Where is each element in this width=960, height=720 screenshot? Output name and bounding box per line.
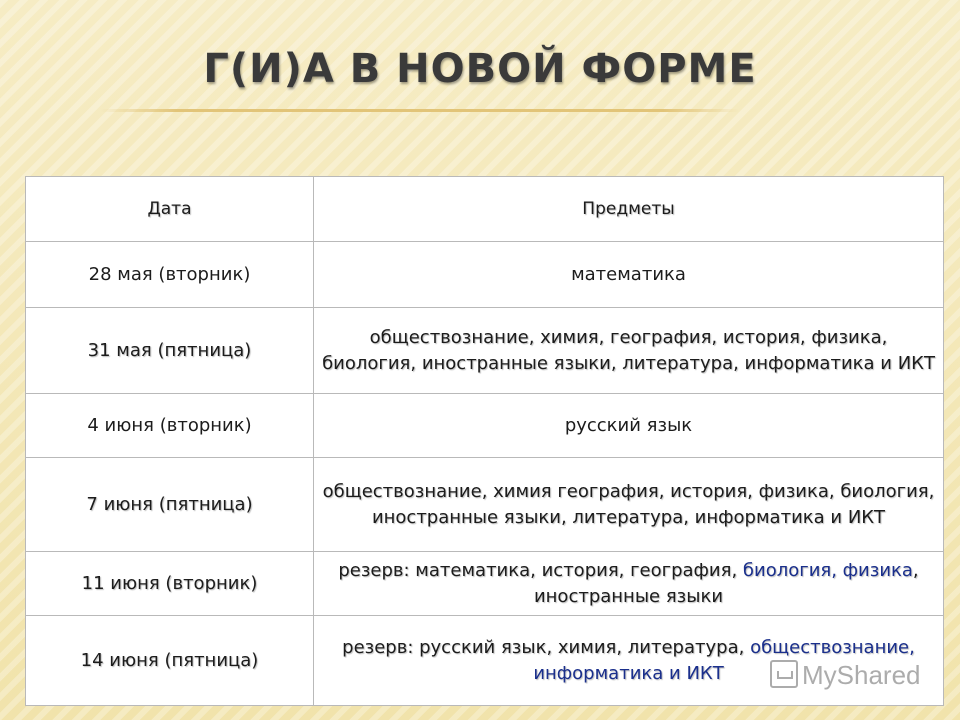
watermark: [770, 660, 921, 691]
subjects-text-highlight: биология, физика: [742, 559, 913, 581]
subjects-cell: русский язык: [314, 394, 944, 458]
table-row: [26, 242, 944, 308]
table-row: [26, 308, 944, 394]
watermark-text: MyShared: [802, 660, 921, 690]
date-cell: 28 мая (вторник): [26, 242, 314, 308]
subjects-cell: математика: [314, 242, 944, 308]
header-cell: [314, 177, 944, 242]
header-subjects-label: Предметы: [582, 199, 675, 219]
table-header-row: [26, 177, 944, 242]
table-row: [26, 458, 944, 552]
date-cell: 14 июня (пятница): [26, 616, 314, 706]
subjects-text-highlight: обществознание, информатика и ИКТ: [533, 636, 915, 684]
table-row: [26, 394, 944, 458]
date-cell: 11 июня (вторник): [26, 552, 314, 616]
header-cell: [26, 177, 314, 242]
subjects-cell: обществознание, химия география, история, физика, биология, иностранные языки, литература, информатика и ИКТ: [314, 458, 944, 552]
exam-schedule-table: [25, 176, 944, 706]
header-date-label: Дата: [147, 199, 192, 219]
subjects-text: резерв: русский язык, химия, литература,: [342, 636, 751, 658]
date-cell: 31 мая (пятница): [26, 308, 314, 394]
page-title: Г(И)А В НОВОЙ ФОРМЕ: [203, 46, 757, 92]
subjects-cell: [314, 552, 944, 616]
watermark-logo-icon: [770, 660, 798, 688]
subjects-cell: обществознание, химия, география, история, физика, биология, иностранные языки, литература, информатика и ИКТ: [314, 308, 944, 394]
subjects-text: , иностранные языки: [533, 559, 919, 607]
table-row: [26, 552, 944, 616]
subjects-text: резерв: математика, история, география,: [338, 559, 743, 581]
title-underline: [100, 109, 740, 112]
date-cell: 7 июня (пятница): [26, 458, 314, 552]
date-cell: 4 июня (вторник): [26, 394, 314, 458]
